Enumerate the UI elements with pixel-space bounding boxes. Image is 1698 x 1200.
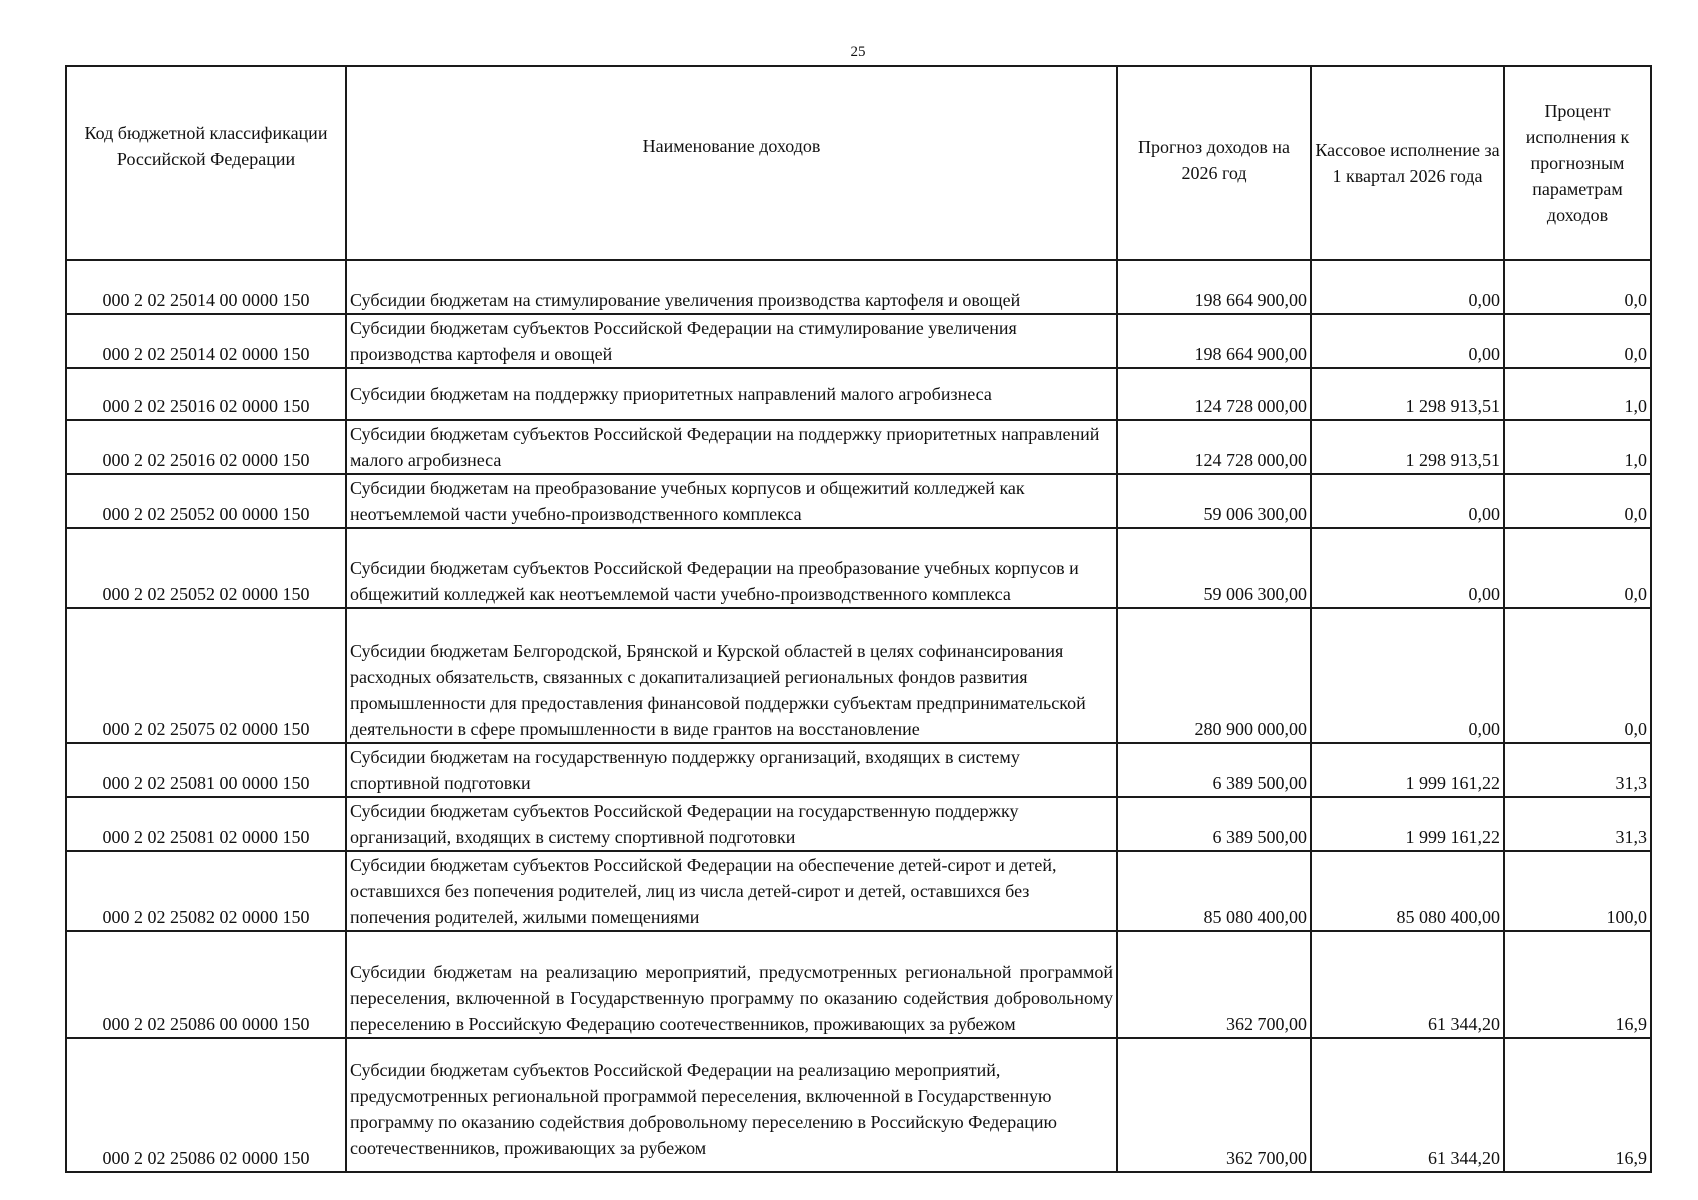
cell-execution: 0,00 <box>1311 314 1504 368</box>
cell-code: 000 2 02 25052 00 0000 150 <box>66 474 346 528</box>
cell-forecast: 6 389 500,00 <box>1117 797 1311 851</box>
cell-percent: 0,0 <box>1504 608 1651 743</box>
cell-name: Субсидии бюджетам на реализацию мероприятий, предусмотренных региональной программой переселения, включенной в Государственную программу по оказанию содействия добровольному переселению в Российскую Федерацию соотечественников, проживающих за рубежом <box>346 931 1117 1038</box>
cell-name: Субсидии бюджетам на поддержку приоритетных направлений малого агробизнеса <box>346 368 1117 420</box>
table-row <box>66 851 1651 931</box>
cell-execution: 85 080 400,00 <box>1311 851 1504 931</box>
cell-percent: 16,9 <box>1504 931 1651 1038</box>
page-number: 25 <box>850 44 866 60</box>
table-row <box>66 314 1651 368</box>
cell-name: Субсидии бюджетам субъектов Российской Федерации на преобразование учебных корпусов и общежитий колледжей как неотъемлемой части учебно-производственного комплекса <box>346 528 1117 608</box>
cell-code: 000 2 02 25016 02 0000 150 <box>66 420 346 474</box>
header-percent: Процент исполнения к прогнозным параметрам доходов <box>1504 66 1651 260</box>
cell-code: 000 2 02 25082 02 0000 150 <box>66 851 346 931</box>
cell-execution: 1 298 913,51 <box>1311 420 1504 474</box>
cell-name: Субсидии бюджетам субъектов Российской Федерации на стимулирование увеличения производства картофеля и овощей <box>346 314 1117 368</box>
cell-forecast: 362 700,00 <box>1117 931 1311 1038</box>
cell-code: 000 2 02 25086 02 0000 150 <box>66 1038 346 1172</box>
cell-code: 000 2 02 25052 02 0000 150 <box>66 528 346 608</box>
table-row <box>66 260 1651 314</box>
cell-code: 000 2 02 25086 00 0000 150 <box>66 931 346 1038</box>
cell-name: Субсидии бюджетам субъектов Российской Федерации на реализацию мероприятий, предусмотренных региональной программой переселения, включенной в Государственную программу по оказанию содействия добровольному переселению в Российскую Федерацию соотечественников, проживающих за рубежом <box>346 1038 1117 1172</box>
header-code: Код бюджетной классификации Российской Федерации <box>66 66 346 260</box>
cell-forecast: 85 080 400,00 <box>1117 851 1311 931</box>
table-row <box>66 420 1651 474</box>
cell-execution: 1 999 161,22 <box>1311 797 1504 851</box>
cell-name: Субсидии бюджетам Белгородской, Брянской и Курской областей в целях софинансирования расходных обязательств, связанных с докапитализацией региональных фондов развития промышленности для предоставления финансовой поддержки субъектам предпринимательской деятельности в сфере промышленности в виде грантов на восстановление <box>346 608 1117 743</box>
cell-execution: 1 298 913,51 <box>1311 368 1504 420</box>
table-row <box>66 608 1651 743</box>
cell-execution: 1 999 161,22 <box>1311 743 1504 797</box>
cell-percent: 0,0 <box>1504 314 1651 368</box>
cell-execution: 61 344,20 <box>1311 1038 1504 1172</box>
cell-code: 000 2 02 25075 02 0000 150 <box>66 608 346 743</box>
table-header <box>66 66 1651 260</box>
cell-code: 000 2 02 25081 02 0000 150 <box>66 797 346 851</box>
cell-percent: 0,0 <box>1504 260 1651 314</box>
table-row <box>66 368 1651 420</box>
cell-forecast: 124 728 000,00 <box>1117 420 1311 474</box>
table-row <box>66 797 1651 851</box>
cell-execution: 0,00 <box>1311 528 1504 608</box>
cell-execution: 0,00 <box>1311 608 1504 743</box>
cell-forecast: 198 664 900,00 <box>1117 260 1311 314</box>
cell-percent: 1,0 <box>1504 420 1651 474</box>
cell-percent: 16,9 <box>1504 1038 1651 1172</box>
cell-name: Субсидии бюджетам на государственную поддержку организаций, входящих в систему спортивной подготовки <box>346 743 1117 797</box>
revenue-table <box>65 65 1652 1173</box>
cell-percent: 0,0 <box>1504 528 1651 608</box>
cell-execution: 0,00 <box>1311 474 1504 528</box>
cell-name: Субсидии бюджетам субъектов Российской Федерации на поддержку приоритетных направлений малого агробизнеса <box>346 420 1117 474</box>
cell-percent: 31,3 <box>1504 743 1651 797</box>
cell-forecast: 198 664 900,00 <box>1117 314 1311 368</box>
cell-forecast: 6 389 500,00 <box>1117 743 1311 797</box>
header-forecast: Прогноз доходов на 2026 год <box>1117 66 1311 260</box>
cell-forecast: 362 700,00 <box>1117 1038 1311 1172</box>
cell-execution: 0,00 <box>1311 260 1504 314</box>
cell-execution: 61 344,20 <box>1311 931 1504 1038</box>
header-execution: Кассовое исполнение за 1 квартал 2026 года <box>1311 66 1504 260</box>
cell-percent: 100,0 <box>1504 851 1651 931</box>
cell-forecast: 280 900 000,00 <box>1117 608 1311 743</box>
cell-code: 000 2 02 25014 02 0000 150 <box>66 314 346 368</box>
cell-forecast: 124 728 000,00 <box>1117 368 1311 420</box>
cell-name: Субсидии бюджетам субъектов Российской Федерации на обеспечение детей-сирот и детей, оставшихся без попечения родителей, лиц из числа детей-сирот и детей, оставшихся без попечения родителей, жилыми помещениями <box>346 851 1117 931</box>
cell-forecast: 59 006 300,00 <box>1117 474 1311 528</box>
table-row <box>66 474 1651 528</box>
table-row <box>66 1038 1651 1172</box>
cell-code: 000 2 02 25014 00 0000 150 <box>66 260 346 314</box>
table-body <box>66 260 1651 1172</box>
cell-percent: 31,3 <box>1504 797 1651 851</box>
cell-name: Субсидии бюджетам субъектов Российской Федерации на государственную поддержку организаций, входящих в систему спортивной подготовки <box>346 797 1117 851</box>
cell-code: 000 2 02 25081 00 0000 150 <box>66 743 346 797</box>
cell-code: 000 2 02 25016 02 0000 150 <box>66 368 346 420</box>
header-name: Наименование доходов <box>346 66 1117 260</box>
cell-name: Субсидии бюджетам на стимулирование увеличения производства картофеля и овощей <box>346 260 1117 314</box>
cell-percent: 1,0 <box>1504 368 1651 420</box>
cell-forecast: 59 006 300,00 <box>1117 528 1311 608</box>
table-row <box>66 931 1651 1038</box>
table-row <box>66 528 1651 608</box>
cell-name: Субсидии бюджетам на преобразование учебных корпусов и общежитий колледжей как неотъемлемой части учебно-производственного комплекса <box>346 474 1117 528</box>
table-row <box>66 743 1651 797</box>
cell-percent: 0,0 <box>1504 474 1651 528</box>
